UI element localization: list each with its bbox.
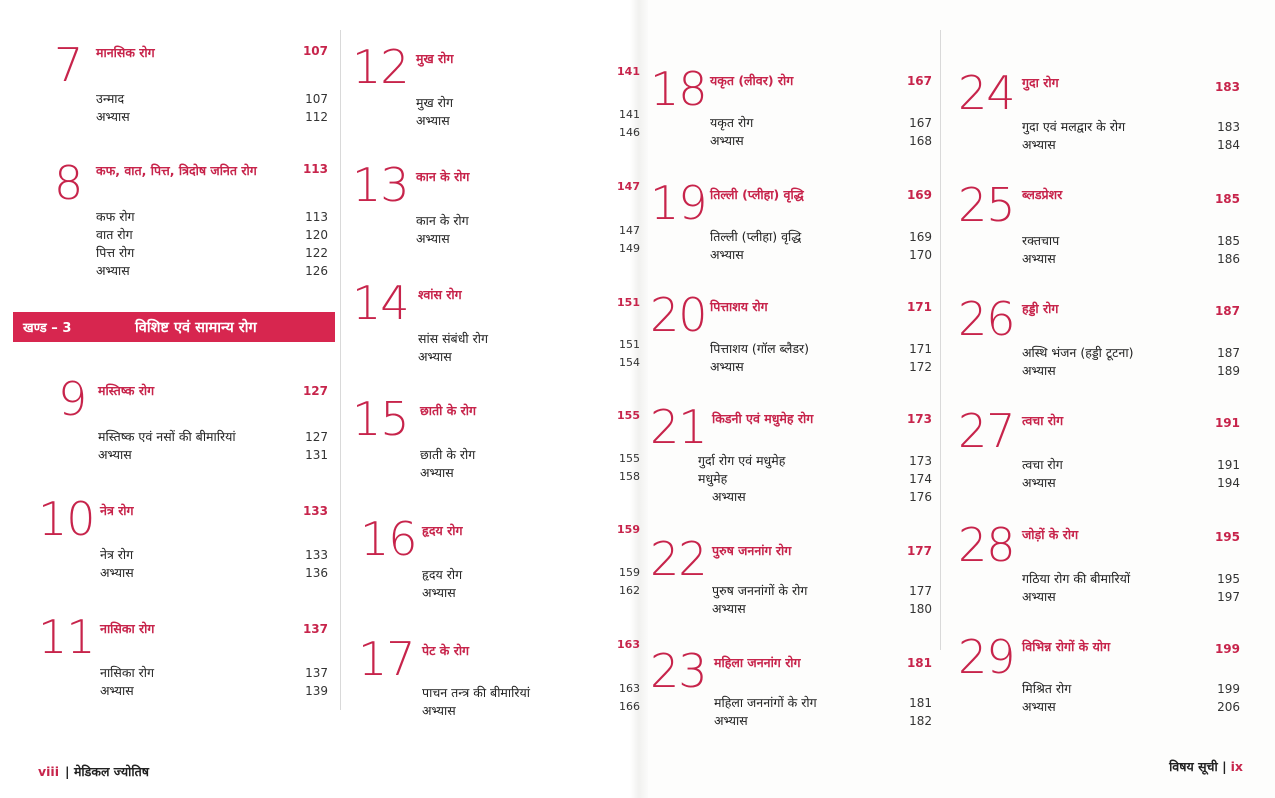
- row-page: 126: [305, 264, 328, 278]
- section-title: विशिष्ट एवं सामान्य रोग: [135, 320, 257, 336]
- chapter-title: किडनी एवं मधुमेह रोग: [712, 411, 814, 426]
- row-label: हृदय रोग: [422, 567, 463, 582]
- row-label: मधुमेह: [698, 471, 728, 486]
- chapter-number: 28: [958, 518, 1015, 572]
- toc-row[interactable]: [40, 226, 328, 244]
- row-page: 169: [909, 230, 932, 244]
- chapter-number: 25: [958, 178, 1015, 232]
- toc-row[interactable]: [958, 362, 1240, 380]
- chapter-page: 169: [906, 188, 932, 202]
- row-page: 187: [1217, 346, 1240, 360]
- gutter-number: 154: [619, 356, 640, 369]
- toc-row[interactable]: [352, 348, 602, 366]
- toc-row[interactable]: [958, 118, 1240, 136]
- row-label: अभ्यास: [714, 713, 748, 728]
- toc-row[interactable]: [958, 232, 1240, 250]
- row-label: अभ्यास: [1022, 251, 1056, 266]
- gutter-number: 158: [619, 470, 640, 483]
- toc-row[interactable]: [352, 112, 602, 130]
- chapter-title: पित्ताशय रोग: [710, 299, 768, 314]
- toc-row[interactable]: [650, 488, 932, 506]
- toc-row[interactable]: [352, 212, 602, 230]
- toc-row[interactable]: [650, 246, 932, 264]
- chapter-page: 113: [302, 162, 328, 176]
- footer-section-title: विषय सूची: [1169, 759, 1218, 774]
- chapter-title: जोड़ों के रोग: [1022, 527, 1079, 542]
- chapter-page: 173: [906, 412, 932, 426]
- toc-row[interactable]: [40, 428, 328, 446]
- row-label: अभ्यास: [1022, 475, 1056, 490]
- toc-row[interactable]: [958, 456, 1240, 474]
- chapter-number: 26: [958, 292, 1015, 346]
- footer-page-number: ix: [1230, 759, 1243, 774]
- row-label: गुदा एवं मलद्वार के रोग: [1022, 119, 1126, 134]
- chapter-title: नासिका रोग: [100, 621, 155, 636]
- row-label: तिल्ली (प्लीहा) वृद्धि: [710, 229, 802, 244]
- toc-row[interactable]: [958, 250, 1240, 268]
- chapter-page: 185: [1214, 192, 1240, 206]
- row-label: अभ्यास: [712, 601, 746, 616]
- toc-row[interactable]: [352, 464, 602, 482]
- gutter-number: 159: [619, 566, 640, 579]
- toc-row[interactable]: [352, 684, 602, 702]
- row-label: महिला जननांगों के रोग: [714, 695, 817, 710]
- row-page: 181: [909, 696, 932, 710]
- toc-row[interactable]: [958, 588, 1240, 606]
- toc-row[interactable]: [650, 114, 932, 132]
- row-label: पाचन तन्त्र की बीमारियां: [422, 685, 530, 700]
- footer-divider: |: [65, 764, 70, 779]
- chapter-page: 187: [1214, 304, 1240, 318]
- row-page: 182: [909, 714, 932, 728]
- chapter-title: पेट के रोग: [422, 643, 470, 658]
- gutter-number: 163: [617, 638, 640, 651]
- chapter-number: 13: [352, 158, 409, 212]
- gutter-number: 159: [617, 523, 640, 536]
- row-page: 176: [909, 490, 932, 504]
- chapter-number: 15: [352, 392, 409, 446]
- gutter-number: 141: [619, 108, 640, 121]
- chapter-number: 21: [650, 400, 707, 454]
- row-page: 206: [1217, 700, 1240, 714]
- toc-row[interactable]: [40, 664, 328, 682]
- chapter-number: 24: [958, 66, 1015, 120]
- row-label: गठिया रोग की बीमारियों: [1022, 571, 1131, 586]
- row-label: अभ्यास: [710, 359, 744, 374]
- toc-row[interactable]: [352, 94, 602, 112]
- row-page: 168: [909, 134, 932, 148]
- chapter-number: 23: [650, 644, 707, 698]
- row-label: अभ्यास: [1022, 589, 1056, 604]
- toc-row[interactable]: [352, 330, 602, 348]
- row-label: अस्थि भंजन (हड्डी टूटना): [1022, 345, 1134, 360]
- row-label: अभ्यास: [416, 231, 450, 246]
- gutter-number: 146: [619, 126, 640, 139]
- chapter-number: 12: [352, 40, 409, 94]
- toc-row[interactable]: [650, 470, 932, 488]
- chapter-number: 18: [650, 62, 707, 116]
- chapter-title: छाती के रोग: [420, 403, 477, 418]
- toc-row[interactable]: [650, 358, 932, 376]
- chapter-page: 127: [302, 384, 328, 398]
- toc-row[interactable]: [958, 570, 1240, 588]
- row-page: 137: [305, 666, 328, 680]
- chapter-number: 22: [650, 532, 707, 586]
- footer-page-number: viii: [38, 764, 60, 779]
- row-label: अभ्यास: [100, 565, 134, 580]
- row-label: कफ रोग: [96, 209, 135, 224]
- row-label: पित्त रोग: [96, 245, 135, 260]
- gutter-number: 147: [619, 224, 640, 237]
- row-page: 197: [1217, 590, 1240, 604]
- row-label: पित्ताशय (गॉल ब्लैडर): [710, 341, 810, 356]
- row-label: सांस संबंधी रोग: [418, 331, 488, 346]
- toc-row[interactable]: [958, 474, 1240, 492]
- toc-row[interactable]: [958, 136, 1240, 154]
- chapter-title: त्वचा रोग: [1022, 413, 1064, 428]
- row-page: 113: [305, 210, 328, 224]
- footer-book-title: मेडिकल ज्योतिष: [73, 764, 150, 779]
- chapter-number: 16: [360, 512, 417, 566]
- chapter-number: 19: [650, 176, 707, 230]
- row-page: 180: [909, 602, 932, 616]
- toc-row[interactable]: [352, 702, 602, 720]
- row-page: 189: [1217, 364, 1240, 378]
- chapter-page: 181: [906, 656, 932, 670]
- row-page: 172: [909, 360, 932, 374]
- row-label: गुर्दा रोग एवं मधुमेह: [698, 453, 786, 468]
- row-page: 199: [1217, 682, 1240, 696]
- row-label: रक्तचाप: [1022, 233, 1060, 248]
- chapter-title: मानसिक रोग: [96, 45, 155, 60]
- row-label: नासिका रोग: [100, 665, 155, 680]
- toc-row[interactable]: [650, 340, 932, 358]
- row-label: मिश्रित रोग: [1022, 681, 1072, 696]
- section-label: खण्ड – 3: [23, 321, 72, 336]
- chapter-page: 133: [302, 504, 328, 518]
- row-page: 170: [909, 248, 932, 262]
- row-label: नेत्र रोग: [100, 547, 134, 562]
- toc-row[interactable]: [352, 230, 602, 248]
- chapter-page: 195: [1214, 530, 1240, 544]
- chapter-number: 29: [958, 630, 1015, 684]
- gutter-number: 151: [617, 296, 640, 309]
- row-page: 120: [305, 228, 328, 242]
- chapter-page: 177: [906, 544, 932, 558]
- row-page: 174: [909, 472, 932, 486]
- toc-row[interactable]: [40, 90, 328, 108]
- row-label: यकृत रोग: [710, 115, 754, 130]
- row-page: 184: [1217, 138, 1240, 152]
- chapter-number: 7: [54, 38, 83, 92]
- chapter-page: 137: [302, 622, 328, 636]
- gutter-number: 163: [619, 682, 640, 695]
- row-page: 127: [305, 430, 328, 444]
- chapter-title: ब्लडप्रेशर: [1022, 187, 1063, 202]
- toc-row[interactable]: [352, 566, 602, 584]
- row-label: कान के रोग: [416, 213, 469, 228]
- row-page: 191: [1217, 458, 1240, 472]
- row-label: मुख रोग: [416, 95, 454, 110]
- row-page: 139: [305, 684, 328, 698]
- gutter-number: 141: [617, 65, 640, 78]
- row-page: 167: [909, 116, 932, 130]
- row-page: 177: [909, 584, 932, 598]
- row-label: अभ्यास: [420, 465, 454, 480]
- footer-left: [38, 763, 149, 780]
- toc-row[interactable]: [40, 682, 328, 700]
- row-page: 131: [305, 448, 328, 462]
- gutter-number: 155: [617, 409, 640, 422]
- toc-row[interactable]: [958, 698, 1240, 716]
- chapter-number: 8: [54, 156, 83, 210]
- gutter-number: 155: [619, 452, 640, 465]
- gutter-number: 149: [619, 242, 640, 255]
- row-label: अभ्यास: [96, 263, 130, 278]
- chapter-title: कफ, वात, पित्त, त्रिदोष जनित रोग: [96, 163, 257, 178]
- toc-row[interactable]: [40, 446, 328, 464]
- chapter-page: 183: [1214, 80, 1240, 94]
- toc-row[interactable]: [40, 564, 328, 582]
- chapter-page: 191: [1214, 416, 1240, 430]
- chapter-number: 27: [958, 404, 1015, 458]
- chapter-title: यकृत (लीवर) रोग: [710, 73, 794, 88]
- row-label: छाती के रोग: [420, 447, 476, 462]
- toc-row[interactable]: [958, 680, 1240, 698]
- chapter-page: 171: [906, 300, 932, 314]
- chapter-number: 10: [38, 492, 95, 546]
- row-page: 195: [1217, 572, 1240, 586]
- footer-divider: |: [1222, 759, 1227, 774]
- row-label: त्वचा रोग: [1022, 457, 1063, 472]
- row-page: 185: [1217, 234, 1240, 248]
- row-page: 107: [305, 92, 328, 106]
- chapter-title: मस्तिष्क रोग: [98, 383, 155, 398]
- row-label: अभ्यास: [96, 109, 130, 124]
- gutter-page-numbers: [612, 0, 640, 798]
- chapter-number: 17: [358, 632, 415, 686]
- chapter-title: महिला जननांग रोग: [714, 655, 801, 670]
- row-label: अभ्यास: [422, 585, 456, 600]
- row-label: पुरुष जननांगों के रोग: [712, 583, 808, 598]
- row-label: अभ्यास: [712, 489, 746, 504]
- row-label: अभ्यास: [416, 113, 450, 128]
- row-label: अभ्यास: [1022, 699, 1056, 714]
- chapter-title: हड्डी रोग: [1022, 301, 1059, 316]
- row-label: अभ्यास: [1022, 363, 1056, 378]
- row-page: 133: [305, 548, 328, 562]
- toc-row[interactable]: [352, 446, 602, 464]
- toc-row[interactable]: [650, 582, 932, 600]
- toc-row[interactable]: [650, 694, 932, 712]
- row-label: अभ्यास: [100, 683, 134, 698]
- chapter-number: 20: [650, 288, 707, 342]
- chapter-number: 11: [38, 610, 95, 664]
- row-label: अभ्यास: [418, 349, 452, 364]
- chapter-title: मुख रोग: [416, 51, 454, 66]
- chapter-page: 107: [302, 44, 328, 58]
- row-page: 186: [1217, 252, 1240, 266]
- chapter-title: विभिन्न रोगों के योग: [1022, 639, 1111, 654]
- toc-row[interactable]: [650, 228, 932, 246]
- toc-row[interactable]: [352, 584, 602, 602]
- gutter-number: 151: [619, 338, 640, 351]
- chapter-title: गुदा रोग: [1022, 75, 1059, 90]
- row-label: वात रोग: [96, 227, 133, 242]
- chapter-page: 199: [1214, 642, 1240, 656]
- toc-row[interactable]: [40, 108, 328, 126]
- toc-row[interactable]: [958, 344, 1240, 362]
- toc-row[interactable]: [650, 712, 932, 730]
- column-divider: [940, 30, 941, 650]
- toc-row[interactable]: [40, 208, 328, 226]
- row-page: 112: [305, 110, 328, 124]
- row-label: उन्माद: [96, 91, 125, 106]
- chapter-title: हृदय रोग: [422, 523, 463, 538]
- row-page: 173: [909, 454, 932, 468]
- row-label: अभ्यास: [710, 133, 744, 148]
- toc-row[interactable]: [40, 244, 328, 262]
- row-page: 136: [305, 566, 328, 580]
- row-page: 194: [1217, 476, 1240, 490]
- toc-row[interactable]: [650, 452, 932, 470]
- row-page: 183: [1217, 120, 1240, 134]
- row-page: 171: [909, 342, 932, 356]
- chapter-title: तिल्ली (प्लीहा) वृद्धि: [710, 187, 804, 202]
- row-label: अभ्यास: [422, 703, 456, 718]
- gutter-number: 162: [619, 584, 640, 597]
- chapter-number: 9: [58, 372, 87, 426]
- row-label: अभ्यास: [98, 447, 132, 462]
- toc-row[interactable]: [40, 546, 328, 564]
- chapter-page: 167: [906, 74, 932, 88]
- gutter-number: 147: [617, 180, 640, 193]
- column-divider: [340, 30, 341, 710]
- toc-row[interactable]: [650, 600, 932, 618]
- row-page: 122: [305, 246, 328, 260]
- gutter-number: 166: [619, 700, 640, 713]
- section-banner: [13, 312, 335, 342]
- row-label: अभ्यास: [1022, 137, 1056, 152]
- chapter-title: नेत्र रोग: [100, 503, 134, 518]
- row-label: अभ्यास: [710, 247, 744, 262]
- toc-row[interactable]: [40, 262, 328, 280]
- chapter-title: श्वांस रोग: [418, 287, 462, 302]
- chapter-number: 14: [352, 276, 409, 330]
- chapter-title: पुरुष जननांग रोग: [712, 543, 792, 558]
- row-label: मस्तिष्क एवं नसों की बीमारियां: [98, 429, 236, 444]
- footer-right: [1169, 758, 1243, 775]
- toc-row[interactable]: [650, 132, 932, 150]
- chapter-title: कान के रोग: [416, 169, 470, 184]
